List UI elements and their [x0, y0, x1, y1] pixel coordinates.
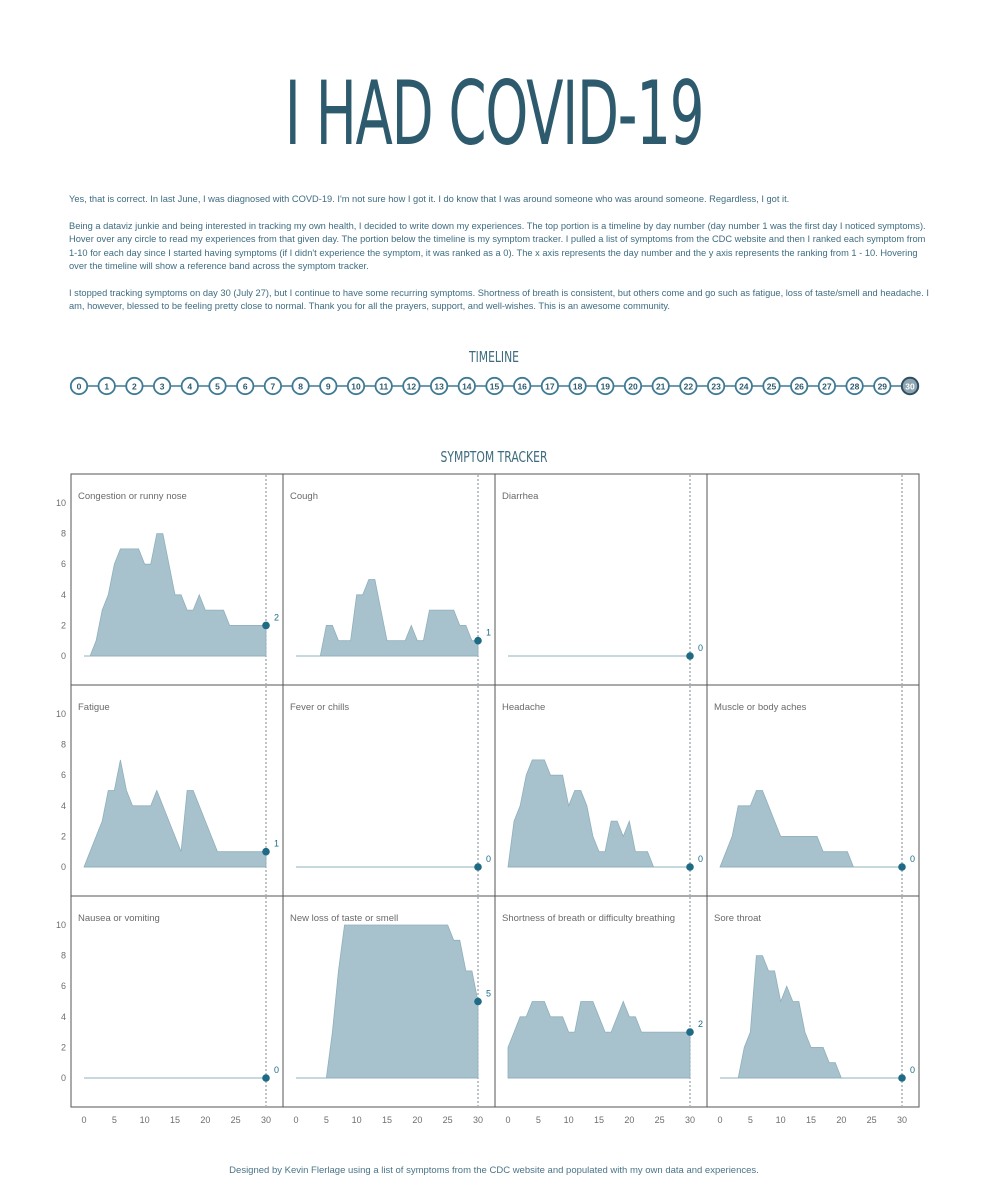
timeline-day-label: 24 — [739, 381, 749, 392]
day-30-value-label: 2 — [274, 612, 280, 623]
panel-title: Cough — [290, 491, 318, 502]
panel-title: New loss of taste or smell — [290, 913, 399, 924]
symptom-area — [84, 760, 266, 867]
timeline-day-7[interactable] — [265, 378, 281, 394]
day-30-marker[interactable] — [898, 863, 906, 871]
x-tick-label: 10 — [139, 1115, 150, 1125]
x-tick-label: 10 — [563, 1115, 574, 1125]
day-30-marker[interactable] — [686, 863, 694, 871]
timeline-day-28[interactable] — [846, 378, 862, 394]
x-tick-label: 20 — [624, 1115, 635, 1125]
panel-title: Headache — [502, 702, 546, 713]
panel-title: Fatigue — [78, 702, 110, 713]
day-30-marker[interactable] — [262, 1074, 270, 1082]
day-30-marker[interactable] — [686, 1028, 694, 1036]
day-30-marker[interactable] — [474, 863, 482, 871]
timeline-day-label: 30 — [905, 381, 915, 392]
timeline-day-23[interactable] — [708, 378, 724, 394]
timeline-day-5[interactable] — [209, 378, 225, 394]
timeline-day-label: 0 — [76, 381, 82, 392]
x-tick-label: 5 — [747, 1115, 753, 1125]
timeline-day-18[interactable] — [569, 378, 585, 394]
footer-credit: Designed by Kevin Flerlage using a list of symptoms from the CDC website and populated with my own data and experiences. — [229, 1165, 759, 1176]
symptom-panel — [502, 686, 703, 895]
timeline-day-label: 12 — [406, 381, 417, 392]
y-tick-label: 8 — [60, 739, 66, 750]
panel-title: Nausea or vomiting — [78, 913, 160, 924]
day-30-value-label: 1 — [274, 838, 280, 849]
timeline-day-27[interactable] — [819, 378, 835, 394]
day-30-marker[interactable] — [474, 998, 482, 1006]
x-tick-label: 15 — [381, 1115, 393, 1125]
y-tick-label: 6 — [60, 770, 66, 781]
timeline-day-1[interactable] — [99, 378, 115, 394]
timeline-day-label: 10 — [351, 381, 361, 392]
y-tick-label: 2 — [60, 620, 66, 631]
y-tick-label: 4 — [60, 800, 66, 811]
timeline-day-label: 28 — [849, 381, 860, 392]
y-tick-label: 4 — [60, 589, 66, 600]
symptom-area — [508, 760, 690, 867]
x-tick-label: 5 — [111, 1115, 117, 1125]
symptom-area — [296, 925, 478, 1078]
symptom-panel — [502, 897, 703, 1106]
x-tick-label: 25 — [654, 1115, 665, 1125]
symptom-panel — [290, 475, 491, 684]
symptom-area — [296, 580, 478, 657]
x-tick-label: 15 — [593, 1115, 605, 1125]
timeline-day-2[interactable] — [126, 378, 142, 394]
symptom-panel — [502, 475, 703, 684]
timeline-day-29[interactable] — [874, 378, 890, 394]
x-tick-label: 20 — [412, 1115, 423, 1125]
timeline-day-4[interactable] — [182, 378, 198, 394]
timeline-day-26[interactable] — [791, 378, 807, 394]
panel-title: Shortness of breath or difficulty breathing — [502, 913, 676, 924]
symptom-panel — [714, 686, 915, 895]
timeline-day-24[interactable] — [736, 378, 752, 394]
timeline-day-label: 7 — [270, 381, 276, 392]
timeline-day-label: 20 — [628, 381, 638, 392]
timeline-day-label: 2 — [132, 381, 137, 392]
day-30-marker[interactable] — [262, 848, 270, 856]
y-tick-label: 4 — [60, 1011, 66, 1022]
timeline-day-15[interactable] — [486, 378, 502, 394]
y-tick-label: 2 — [60, 1042, 66, 1053]
y-tick-label: 8 — [60, 950, 66, 961]
day-30-value-label: 0 — [910, 1065, 916, 1075]
timeline-day-label: 29 — [877, 381, 888, 392]
day-30-marker[interactable] — [686, 652, 694, 660]
x-tick-label: 25 — [442, 1115, 453, 1125]
timeline-day-label: 27 — [822, 381, 832, 392]
timeline-day-13[interactable] — [431, 378, 447, 394]
x-tick-label: 15 — [169, 1115, 181, 1125]
timeline-day-label: 11 — [379, 381, 389, 392]
timeline-day-label: 13 — [434, 381, 444, 392]
timeline-day-17[interactable] — [542, 378, 558, 394]
x-tick-label: 10 — [775, 1115, 786, 1125]
panel-title: Fever or chills — [290, 702, 350, 713]
x-tick-label: 0 — [717, 1115, 723, 1125]
symptom-panel — [290, 686, 491, 895]
x-tick-label: 30 — [260, 1115, 272, 1125]
timeline — [60, 370, 930, 402]
y-tick-label: 2 — [60, 831, 66, 842]
y-tick-label: 0 — [60, 651, 66, 661]
x-tick-label: 30 — [896, 1115, 908, 1125]
intro-paragraph-2: Being a dataviz junkie and being interested in tracking my own health, I decided to write down my experiences. The top portion is a timeline by day number (day number 1 was the first day I noticed symptoms). Hover over any circle to read my experiences from that given day. The portion below the timeline is my symptom tracker. I pulled a list of symptoms from the CDC website and then I ranked each symptom from 1-10 for each day since I started having symptoms (if I didn't experience the symptom, it was ranked as a 0). The x axis represents the day number and the y axis represents the ranking from 1 - 10. Hovering over the timeline will show a reference band across the symptom tracker. — [69, 220, 926, 271]
timeline-day-label: 16 — [517, 381, 527, 392]
timeline-day-label: 19 — [600, 381, 611, 392]
x-tick-label: 0 — [81, 1115, 87, 1125]
symptom-panel — [290, 897, 491, 1106]
y-tick-label: 6 — [60, 559, 66, 570]
x-tick-label: 20 — [200, 1115, 211, 1125]
timeline-day-label: 5 — [215, 381, 220, 392]
x-tick-label: 30 — [684, 1115, 696, 1125]
day-30-value-label: 2 — [698, 1019, 704, 1030]
y-tick-label: 0 — [60, 862, 66, 872]
y-tick-label: 6 — [60, 981, 66, 992]
day-30-value-label: 0 — [486, 854, 492, 864]
symptom-panel — [78, 686, 279, 895]
day-30-value-label: 0 — [698, 643, 704, 653]
day-30-value-label: 1 — [486, 627, 492, 638]
day-30-value-label: 5 — [486, 988, 492, 999]
timeline-day-label: 8 — [298, 381, 303, 392]
x-tick-label: 10 — [351, 1115, 362, 1125]
y-tick-label: 10 — [55, 498, 66, 508]
timeline-day-0[interactable] — [71, 378, 87, 394]
intro-paragraph-3: I stopped tracking symptoms on day 30 (July 27), but I continue to have some recurring symptoms. Shortness of breath is consistent, but others come and go such as fatigue, loss of taste/smell and headache. I am, however, blessed to be feeling pretty close to normal. Thank you for all the prayers, support, and well-wishes. This is an awesome community. — [69, 287, 929, 311]
timeline-title: TIMELINE — [468, 348, 520, 366]
symptom-tracker — [40, 470, 930, 1160]
timeline-day-30[interactable] — [902, 378, 918, 394]
timeline-day-12[interactable] — [403, 378, 419, 394]
timeline-day-19[interactable] — [597, 378, 613, 394]
timeline-day-22[interactable] — [680, 378, 696, 394]
day-30-value-label: 0 — [698, 854, 704, 864]
x-tick-label: 15 — [805, 1115, 817, 1125]
timeline-day-14[interactable] — [459, 378, 475, 394]
timeline-day-25[interactable] — [763, 378, 779, 394]
panel-title: Diarrhea — [502, 491, 539, 502]
x-tick-label: 5 — [323, 1115, 329, 1125]
x-tick-label: 5 — [535, 1115, 541, 1125]
timeline-day-label: 6 — [242, 381, 248, 392]
page-title: I HAD COVID-19 — [284, 62, 704, 165]
timeline-day-label: 23 — [711, 381, 721, 392]
timeline-day-label: 22 — [683, 381, 694, 392]
day-30-value-label: 0 — [910, 854, 916, 864]
symptom-area — [508, 1002, 690, 1079]
timeline-day-10[interactable] — [348, 378, 364, 394]
timeline-day-label: 21 — [655, 381, 666, 392]
timeline-day-21[interactable] — [653, 378, 669, 394]
day-30-value-label: 0 — [274, 1065, 280, 1075]
y-tick-label: 0 — [60, 1073, 66, 1083]
timeline-day-label: 14 — [462, 381, 472, 392]
timeline-day-16[interactable] — [514, 378, 530, 394]
timeline-day-label: 9 — [325, 381, 331, 392]
timeline-day-20[interactable] — [625, 378, 641, 394]
symptom-area — [720, 956, 902, 1078]
y-tick-label: 10 — [55, 920, 66, 930]
timeline-day-3[interactable] — [154, 378, 170, 394]
timeline-day-6[interactable] — [237, 378, 253, 394]
x-tick-label: 20 — [836, 1115, 847, 1125]
intro-text — [69, 193, 929, 327]
timeline-day-label: 1 — [104, 381, 110, 392]
timeline-day-label: 26 — [794, 381, 804, 392]
timeline-day-label: 4 — [187, 381, 193, 392]
x-tick-label: 30 — [472, 1115, 484, 1125]
timeline-day-label: 18 — [572, 381, 583, 392]
y-tick-label: 8 — [60, 528, 66, 539]
day-30-marker[interactable] — [474, 637, 482, 645]
tracker-title: SYMPTOM TRACKER — [440, 448, 548, 466]
x-tick-label: 0 — [293, 1115, 299, 1125]
timeline-day-9[interactable] — [320, 378, 336, 394]
timeline-day-label: 17 — [545, 381, 555, 392]
panel-title: Sore throat — [714, 913, 761, 924]
y-tick-label: 10 — [55, 709, 66, 719]
panel-title: Muscle or body aches — [714, 702, 807, 713]
timeline-day-11[interactable] — [376, 378, 392, 394]
timeline-day-label: 25 — [766, 381, 777, 392]
x-tick-label: 25 — [866, 1115, 877, 1125]
timeline-day-label: 3 — [159, 381, 165, 392]
symptom-panel — [714, 897, 915, 1106]
symptom-panel — [78, 475, 279, 684]
day-30-marker[interactable] — [898, 1074, 906, 1082]
x-tick-label: 0 — [505, 1115, 511, 1125]
timeline-day-8[interactable] — [292, 378, 308, 394]
intro-paragraph-1: Yes, that is correct. In last June, I was diagnosed with COVD-19. I'm not sure how I got it. I do know that I was around someone who was around someone. Regardless, I got it. — [69, 194, 790, 204]
x-tick-label: 25 — [230, 1115, 241, 1125]
symptom-area — [84, 534, 266, 656]
panel-title: Congestion or runny nose — [78, 491, 187, 502]
symptom-area — [720, 791, 902, 868]
timeline-day-label: 15 — [489, 381, 500, 392]
symptom-panel — [78, 897, 279, 1106]
day-30-marker[interactable] — [262, 622, 270, 630]
